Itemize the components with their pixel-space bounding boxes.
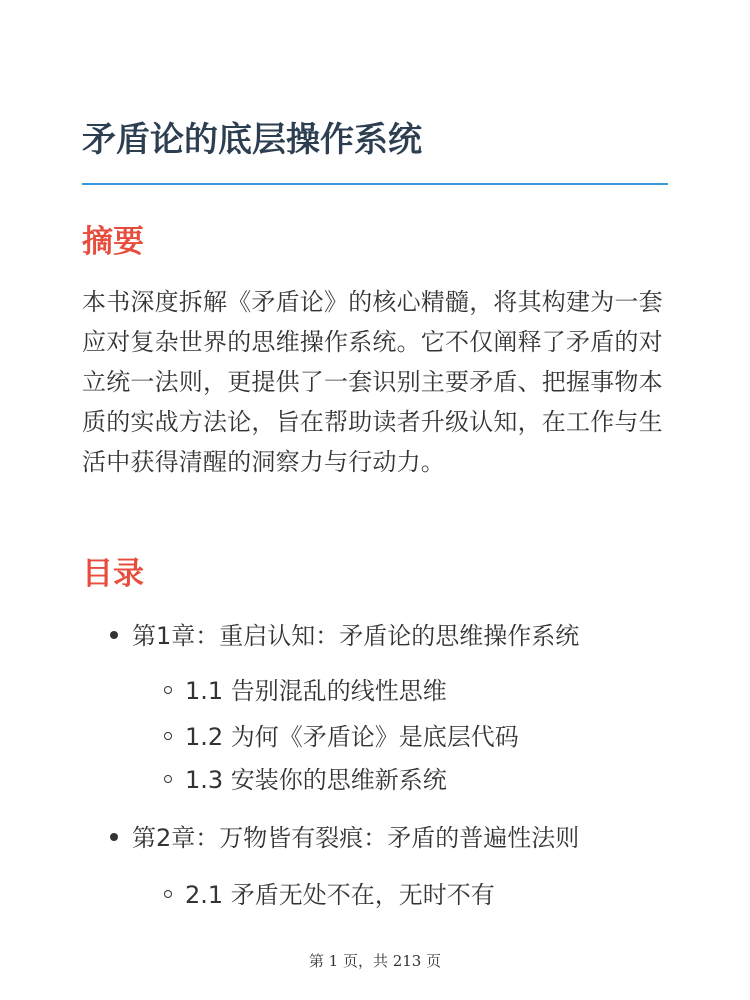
toc-section-1-3[interactable] [164,762,447,798]
toc-chapter-label: 第1章：重启认知：矛盾论的思维操作系统 [132,622,580,650]
toc-heading: 目录 [82,556,144,592]
toc-section-label: 1.2 为何《矛盾论》是底层代码 [185,723,519,751]
toc-section-label: 1.3 安装你的思维新系统 [185,766,447,794]
toc-section-label: 1.1 告别混乱的线性思维 [185,677,447,705]
hollow-bullet-icon [164,775,172,783]
abstract-text: 本书深度拆解《矛盾论》的核心精髓，将其构建为一套应对复杂世界的思维操作系统。它不仅阐释了矛盾的对立统一法则，更提供了一套识别主要矛盾、把握事物本质的实战方法论，旨在帮助读者升级认知，在工作与生活中获得清醒的洞察力与行动力。 [82,288,663,476]
toc-chapter-2[interactable] [110,820,579,856]
page-title: 矛盾论的底层操作系统 [82,120,422,160]
toc-chapter-1[interactable] [110,618,579,654]
filled-bullet-icon [110,833,118,841]
toc-section-label: 2.1 矛盾无处不在，无时不有 [185,881,495,909]
toc-section-2-1[interactable] [164,877,495,913]
toc-section-1-2[interactable] [164,719,519,755]
page-footer: 第 1 页，共 213 页 [308,952,442,970]
toc-chapter-label: 第2章：万物皆有裂痕：矛盾的普遍性法则 [132,824,580,852]
filled-bullet-icon [110,631,118,639]
abstract-heading: 摘要 [82,224,144,260]
hollow-bullet-icon [164,686,172,694]
hollow-bullet-icon [164,890,172,898]
title-divider [82,183,668,185]
hollow-bullet-icon [164,732,172,740]
toc-section-1-1[interactable] [164,673,447,709]
